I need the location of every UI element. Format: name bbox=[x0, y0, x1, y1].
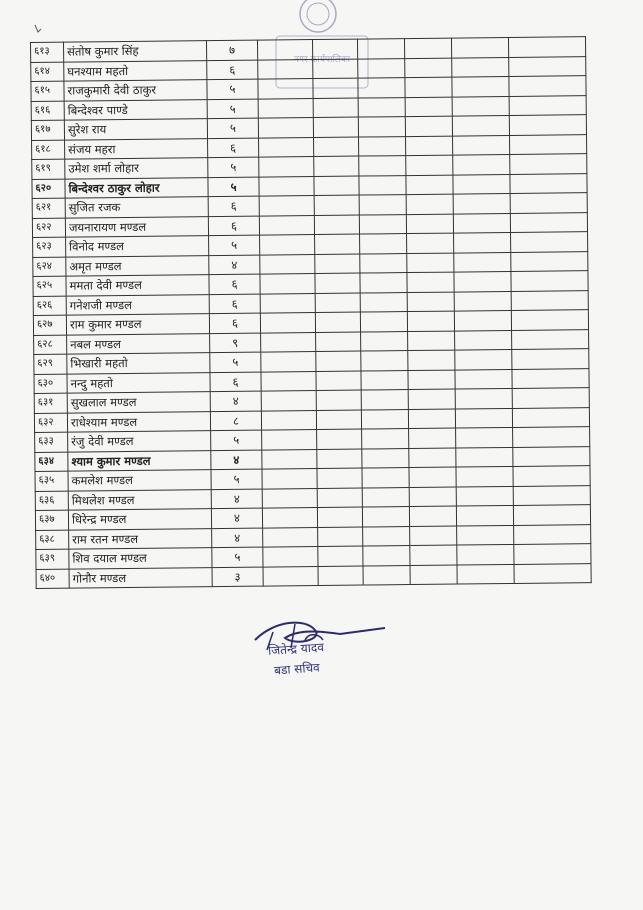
empty-cell bbox=[261, 391, 316, 411]
serial-number-cell: ६२२ bbox=[32, 218, 65, 238]
empty-cell bbox=[315, 254, 360, 274]
name-cell: शिव दयाल मण्डल bbox=[69, 548, 212, 569]
empty-cell bbox=[513, 505, 590, 525]
serial-number-cell: ६२१ bbox=[32, 198, 65, 218]
empty-cell bbox=[317, 429, 362, 449]
empty-cell bbox=[510, 173, 587, 193]
empty-cell bbox=[508, 37, 585, 57]
empty-cell bbox=[456, 447, 513, 467]
empty-cell bbox=[359, 175, 406, 195]
serial-number-cell: ६३४ bbox=[35, 452, 68, 472]
empty-cell bbox=[358, 78, 405, 98]
empty-cell bbox=[452, 57, 509, 77]
empty-cell bbox=[260, 274, 315, 294]
empty-cell bbox=[512, 407, 589, 427]
empty-cell bbox=[513, 466, 590, 486]
count-cell: ९ bbox=[210, 333, 261, 353]
empty-cell bbox=[514, 524, 591, 544]
name-cell: गनेशजी मण्डल bbox=[66, 294, 209, 315]
empty-cell bbox=[511, 290, 588, 310]
records-table bbox=[30, 36, 592, 589]
count-cell: ६ bbox=[207, 60, 258, 80]
empty-cell bbox=[409, 448, 456, 468]
records-table-body bbox=[31, 37, 592, 589]
serial-number-cell: ६४० bbox=[36, 569, 69, 589]
empty-cell bbox=[408, 409, 455, 429]
empty-cell bbox=[313, 98, 358, 118]
serial-number-cell: ६३१ bbox=[34, 393, 67, 413]
empty-cell bbox=[316, 390, 361, 410]
empty-cell bbox=[510, 154, 587, 174]
name-cell: जयनारायण मण्डल bbox=[65, 216, 208, 237]
empty-cell bbox=[406, 136, 453, 156]
empty-cell bbox=[407, 292, 454, 312]
empty-cell bbox=[259, 215, 314, 235]
name-cell: धिरेन्द्र मण्डल bbox=[68, 509, 211, 530]
svg-text:नगर कार्यपालिका: नगर कार्यपालिका bbox=[293, 55, 351, 65]
empty-cell bbox=[409, 487, 456, 507]
empty-cell bbox=[405, 58, 452, 78]
empty-cell bbox=[406, 194, 453, 214]
empty-cell bbox=[511, 232, 588, 252]
empty-cell bbox=[263, 566, 318, 586]
name-cell: गोनौर मण्डल bbox=[69, 567, 212, 588]
count-cell: ६ bbox=[208, 138, 259, 158]
empty-cell bbox=[360, 253, 407, 273]
empty-cell bbox=[318, 546, 363, 566]
count-cell: ५ bbox=[212, 547, 263, 567]
corner-tick-mark bbox=[34, 24, 42, 34]
empty-cell bbox=[261, 332, 316, 352]
empty-cell bbox=[315, 273, 360, 293]
empty-cell bbox=[360, 273, 407, 293]
empty-cell bbox=[513, 427, 590, 447]
serial-number-cell: ६२५ bbox=[33, 276, 66, 296]
serial-number-cell: ६३० bbox=[34, 374, 67, 394]
empty-cell bbox=[456, 427, 513, 447]
count-cell: ४ bbox=[211, 450, 262, 470]
count-cell: ६ bbox=[209, 313, 260, 333]
empty-cell bbox=[514, 563, 591, 583]
empty-cell bbox=[358, 117, 405, 137]
serial-number-cell: ६२६ bbox=[33, 296, 66, 316]
empty-cell bbox=[362, 468, 409, 488]
serial-number-cell: ६१६ bbox=[31, 101, 64, 121]
empty-cell bbox=[452, 96, 509, 116]
count-cell: ५ bbox=[209, 235, 260, 255]
count-cell: ५ bbox=[210, 352, 261, 372]
name-cell: राधेश्याम मण्डल bbox=[67, 411, 210, 432]
empty-cell bbox=[407, 253, 454, 273]
empty-cell bbox=[512, 349, 589, 369]
empty-cell bbox=[361, 331, 408, 351]
empty-cell bbox=[408, 370, 455, 390]
empty-cell bbox=[410, 526, 457, 546]
empty-cell bbox=[262, 469, 317, 489]
count-cell: ५ bbox=[208, 177, 259, 197]
empty-cell bbox=[257, 40, 312, 60]
empty-cell bbox=[260, 254, 315, 274]
empty-cell bbox=[318, 527, 363, 547]
empty-cell bbox=[358, 97, 405, 117]
empty-cell bbox=[260, 313, 315, 333]
empty-cell bbox=[317, 449, 362, 469]
empty-cell bbox=[453, 193, 510, 213]
name-cell: बिन्देश्वर ठाकुर लोहार bbox=[65, 177, 208, 198]
empty-cell bbox=[455, 330, 512, 350]
name-cell: संजय महरा bbox=[65, 138, 208, 159]
empty-cell bbox=[258, 98, 313, 118]
count-cell: ५ bbox=[207, 79, 258, 99]
empty-cell bbox=[362, 487, 409, 507]
name-cell: नबल मण्डल bbox=[67, 333, 210, 354]
empty-cell bbox=[410, 565, 457, 585]
empty-cell bbox=[514, 544, 591, 564]
empty-cell bbox=[314, 176, 359, 196]
empty-cell bbox=[262, 430, 317, 450]
empty-cell bbox=[362, 507, 409, 527]
empty-cell bbox=[317, 507, 362, 527]
empty-cell bbox=[408, 331, 455, 351]
empty-cell bbox=[451, 37, 508, 57]
empty-cell bbox=[363, 546, 410, 566]
empty-cell bbox=[453, 213, 510, 233]
empty-cell bbox=[454, 271, 511, 291]
count-cell: ६ bbox=[208, 196, 259, 216]
empty-cell bbox=[511, 310, 588, 330]
empty-cell bbox=[408, 350, 455, 370]
empty-cell bbox=[313, 59, 358, 79]
name-cell: रंजु देवी मण्डल bbox=[68, 431, 211, 452]
serial-number-cell: ६१३ bbox=[31, 42, 64, 62]
empty-cell bbox=[262, 449, 317, 469]
empty-cell bbox=[452, 115, 509, 135]
empty-cell bbox=[456, 486, 513, 506]
empty-cell bbox=[259, 137, 314, 157]
empty-cell bbox=[359, 195, 406, 215]
empty-cell bbox=[405, 116, 452, 136]
empty-cell bbox=[457, 525, 514, 545]
empty-cell bbox=[454, 291, 511, 311]
empty-cell bbox=[260, 293, 315, 313]
empty-cell bbox=[457, 564, 514, 584]
empty-cell bbox=[261, 371, 316, 391]
name-cell: संतोष कुमार सिंह bbox=[64, 41, 207, 62]
empty-cell bbox=[261, 352, 316, 372]
signatory-title: बडा सचिव bbox=[273, 660, 321, 678]
empty-cell bbox=[315, 293, 360, 313]
name-cell: नन्दु महतो bbox=[67, 372, 210, 393]
empty-cell bbox=[407, 233, 454, 253]
empty-cell bbox=[407, 311, 454, 331]
name-cell: श्याम कुमार मण्डल bbox=[68, 450, 211, 471]
empty-cell bbox=[361, 409, 408, 429]
empty-cell bbox=[406, 155, 453, 175]
empty-cell bbox=[314, 156, 359, 176]
empty-cell bbox=[363, 565, 410, 585]
empty-cell bbox=[510, 193, 587, 213]
serial-number-cell: ६२४ bbox=[33, 257, 66, 277]
name-cell: राजकुमारी देवी ठाकुर bbox=[64, 80, 207, 101]
count-cell: ५ bbox=[211, 430, 262, 450]
empty-cell bbox=[456, 466, 513, 486]
empty-cell bbox=[512, 368, 589, 388]
empty-cell bbox=[259, 176, 314, 196]
name-cell: सुरेश राय bbox=[64, 119, 207, 140]
empty-cell bbox=[408, 389, 455, 409]
empty-cell bbox=[316, 351, 361, 371]
count-cell: ६ bbox=[210, 372, 261, 392]
empty-cell bbox=[315, 312, 360, 332]
name-cell: अमृत मण्डल bbox=[66, 255, 209, 276]
empty-cell bbox=[263, 547, 318, 567]
empty-cell bbox=[261, 410, 316, 430]
name-cell: विनोद मण्डल bbox=[66, 236, 209, 257]
empty-cell bbox=[358, 58, 405, 78]
empty-cell bbox=[453, 154, 510, 174]
empty-cell bbox=[262, 488, 317, 508]
empty-cell bbox=[455, 388, 512, 408]
empty-cell bbox=[454, 252, 511, 272]
empty-cell bbox=[312, 39, 357, 59]
serial-number-cell: ६२९ bbox=[34, 354, 67, 374]
count-cell: ३ bbox=[212, 567, 263, 587]
empty-cell bbox=[357, 39, 404, 59]
empty-cell bbox=[360, 234, 407, 254]
empty-cell bbox=[317, 488, 362, 508]
empty-cell bbox=[511, 251, 588, 271]
empty-cell bbox=[455, 369, 512, 389]
empty-cell bbox=[316, 410, 361, 430]
empty-cell bbox=[510, 134, 587, 154]
empty-cell bbox=[454, 232, 511, 252]
empty-cell bbox=[512, 388, 589, 408]
serial-number-cell: ६३८ bbox=[36, 530, 69, 550]
empty-cell bbox=[407, 272, 454, 292]
empty-cell bbox=[361, 390, 408, 410]
serial-number-cell: ६१४ bbox=[31, 62, 64, 82]
count-cell: ४ bbox=[210, 391, 261, 411]
empty-cell bbox=[453, 174, 510, 194]
empty-cell bbox=[455, 408, 512, 428]
empty-cell bbox=[405, 97, 452, 117]
empty-cell bbox=[361, 370, 408, 390]
count-cell: ६ bbox=[209, 274, 260, 294]
name-cell: भिखारी महतो bbox=[67, 353, 210, 374]
serial-number-cell: ६१८ bbox=[32, 140, 65, 160]
serial-number-cell: ६३२ bbox=[34, 413, 67, 433]
empty-cell bbox=[405, 77, 452, 97]
name-cell: राम कुमार मण्डल bbox=[66, 314, 209, 335]
name-cell: उमेश शर्मा लोहार bbox=[65, 158, 208, 179]
serial-number-cell: ६३९ bbox=[36, 549, 69, 569]
signatory-name: जितेन्द्र यादव bbox=[267, 640, 325, 658]
empty-cell bbox=[260, 235, 315, 255]
serial-number-cell: ६२७ bbox=[33, 315, 66, 335]
empty-cell bbox=[406, 214, 453, 234]
name-cell: घनश्याम महतो bbox=[64, 60, 207, 81]
empty-cell bbox=[409, 428, 456, 448]
count-cell: ४ bbox=[209, 255, 260, 275]
empty-cell bbox=[258, 118, 313, 138]
name-cell: बिन्देश्वर पाण्डे bbox=[64, 99, 207, 120]
empty-cell bbox=[361, 351, 408, 371]
serial-number-cell: ६१९ bbox=[32, 159, 65, 179]
empty-cell bbox=[262, 508, 317, 528]
empty-cell bbox=[510, 212, 587, 232]
empty-cell bbox=[509, 95, 586, 115]
count-cell: ४ bbox=[212, 528, 263, 548]
empty-cell bbox=[410, 545, 457, 565]
empty-cell bbox=[314, 215, 359, 235]
empty-cell bbox=[258, 79, 313, 99]
empty-cell bbox=[359, 156, 406, 176]
serial-number-cell: ६३५ bbox=[35, 471, 68, 491]
empty-cell bbox=[404, 38, 451, 58]
empty-cell bbox=[513, 485, 590, 505]
count-cell: ६ bbox=[209, 294, 260, 314]
name-cell: राम रतन मण्डल bbox=[69, 528, 212, 549]
count-cell: ५ bbox=[207, 99, 258, 119]
empty-cell bbox=[313, 117, 358, 137]
count-cell: ५ bbox=[207, 118, 258, 138]
empty-cell bbox=[362, 429, 409, 449]
empty-cell bbox=[452, 76, 509, 96]
empty-cell bbox=[360, 312, 407, 332]
empty-cell bbox=[314, 137, 359, 157]
serial-number-cell: ६१५ bbox=[31, 81, 64, 101]
empty-cell bbox=[359, 136, 406, 156]
empty-cell bbox=[316, 332, 361, 352]
empty-cell bbox=[512, 329, 589, 349]
empty-cell bbox=[457, 544, 514, 564]
serial-number-cell: ६२० bbox=[32, 179, 65, 199]
empty-cell bbox=[511, 271, 588, 291]
empty-cell bbox=[406, 175, 453, 195]
empty-cell bbox=[316, 371, 361, 391]
empty-cell bbox=[454, 310, 511, 330]
serial-number-cell: ६३३ bbox=[35, 432, 68, 452]
name-cell: ममता देवी मण्डल bbox=[66, 275, 209, 296]
empty-cell bbox=[359, 214, 406, 234]
empty-cell bbox=[453, 135, 510, 155]
empty-cell bbox=[363, 526, 410, 546]
serial-number-cell: ६३७ bbox=[35, 510, 68, 530]
count-cell: ६ bbox=[208, 216, 259, 236]
empty-cell bbox=[509, 115, 586, 135]
empty-cell bbox=[360, 292, 407, 312]
count-cell: ५ bbox=[211, 469, 262, 489]
empty-cell bbox=[509, 76, 586, 96]
empty-cell bbox=[409, 467, 456, 487]
empty-cell bbox=[314, 195, 359, 215]
count-cell: ७ bbox=[206, 40, 257, 60]
name-cell: कमलेश मण्डल bbox=[68, 470, 211, 491]
empty-cell bbox=[259, 157, 314, 177]
empty-cell bbox=[456, 505, 513, 525]
serial-number-cell: ६१७ bbox=[31, 120, 64, 140]
count-cell: ८ bbox=[210, 411, 261, 431]
count-cell: ५ bbox=[208, 157, 259, 177]
empty-cell bbox=[313, 78, 358, 98]
empty-cell bbox=[362, 448, 409, 468]
serial-number-cell: ६२८ bbox=[34, 335, 67, 355]
empty-cell bbox=[263, 527, 318, 547]
empty-cell bbox=[409, 506, 456, 526]
count-cell: ४ bbox=[211, 508, 262, 528]
empty-cell bbox=[318, 566, 363, 586]
empty-cell bbox=[315, 234, 360, 254]
name-cell: सुखलाल मण्डल bbox=[67, 392, 210, 413]
empty-cell bbox=[259, 196, 314, 216]
serial-number-cell: ६२३ bbox=[33, 237, 66, 257]
empty-cell bbox=[317, 468, 362, 488]
serial-number-cell: ६३६ bbox=[35, 491, 68, 511]
count-cell: ४ bbox=[211, 489, 262, 509]
name-cell: मिथलेश मण्डल bbox=[68, 489, 211, 510]
empty-cell bbox=[513, 446, 590, 466]
empty-cell bbox=[509, 56, 586, 76]
empty-cell bbox=[258, 59, 313, 79]
name-cell: सुजित रजक bbox=[65, 197, 208, 218]
empty-cell bbox=[455, 349, 512, 369]
